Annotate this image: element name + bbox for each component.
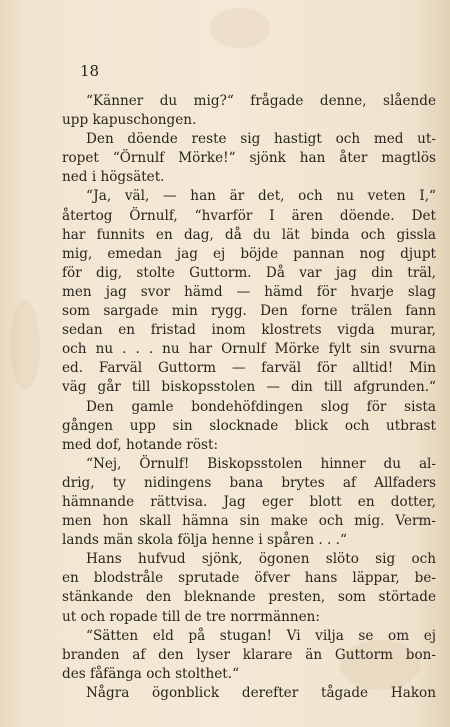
text-line: ut och ropade till de tre norrmännen:	[62, 608, 321, 625]
text-line: “Känner du mig?“ frågade denne, slående	[86, 93, 436, 109]
text-line: Hans hufvud sjönk, ögonen slöto sig och	[86, 551, 436, 568]
text-line: ropet “Örnulf Mörke!“ sjönk han åter magtlös	[62, 150, 436, 167]
text-line: upp kapuschongen.	[62, 112, 197, 129]
text-line: Den döende reste sig hastigt och med ut-	[86, 131, 436, 148]
text-line: gången upp sin slocknade blick och utbrast	[62, 417, 436, 434]
text-line: drig, ty nidingens bana brytes af Allfaders	[62, 474, 436, 491]
text-line: lands män skola följa henne i spåren . . .“	[62, 532, 347, 549]
text-line: Den gamle bondehöfdingen slog för sista	[86, 398, 436, 415]
paper-stain	[210, 8, 270, 48]
text-line: men jag svor hämd — hämd för hvarje slag	[62, 283, 436, 300]
text-line: med dof, hotande röst:	[62, 436, 219, 453]
text-line: “Ja, väl, — han är det, och nu veten I,“	[86, 188, 436, 205]
text-line: för dig, stolte Guttorm. Då var jag din träl,	[62, 264, 436, 281]
text-line: branden af den lyser klarare än Guttorm bon-	[62, 646, 436, 663]
text-line: väg går till biskopsstolen — din till afgrunden.“	[62, 379, 436, 396]
text-line: “Sätten eld på stugan! Vi vilja se om ej	[86, 627, 436, 644]
text-line: men hon skall hämna sin make och mig. Verm-	[62, 513, 436, 530]
text-line: har funnits en dag, då du lät binda och gissla	[62, 226, 436, 243]
text-line: ned i högsätet.	[62, 169, 165, 186]
paper-stain	[10, 300, 40, 390]
text-line: och nu . . . nu har Ornulf Mörke fylt sin svurna	[62, 341, 436, 358]
text-line: som sargade min rygg. Den forne trälen fann	[62, 303, 436, 320]
text-line: Några ögonblick derefter tågade Hakon	[86, 684, 436, 701]
text-line: återtog Örnulf, “hvarför I ären döende. Det	[62, 207, 436, 224]
page-number: 18	[80, 62, 100, 80]
text-line: “Nej, Örnulf! Biskopsstolen hinner du al-	[86, 455, 436, 472]
text-line: des fåfänga och stolthet.“	[62, 665, 240, 682]
body-text	[62, 92, 436, 703]
text-line: ed. Farväl Guttorm — farväl för alltid! Min	[62, 360, 436, 377]
text-line: en blodstråle sprutade öfver hans läppar, be-	[62, 570, 436, 587]
text-line: sedan en fristad inom klostrets vigda murar,	[62, 322, 436, 339]
text-line: hämnande rättvisa. Jag eger blott en dotter,	[62, 493, 436, 510]
text-line: mig, emedan jag ej böjde pannan nog djupt	[62, 245, 436, 262]
text-line: stänkande den bleknande presten, som störtade	[62, 589, 436, 606]
